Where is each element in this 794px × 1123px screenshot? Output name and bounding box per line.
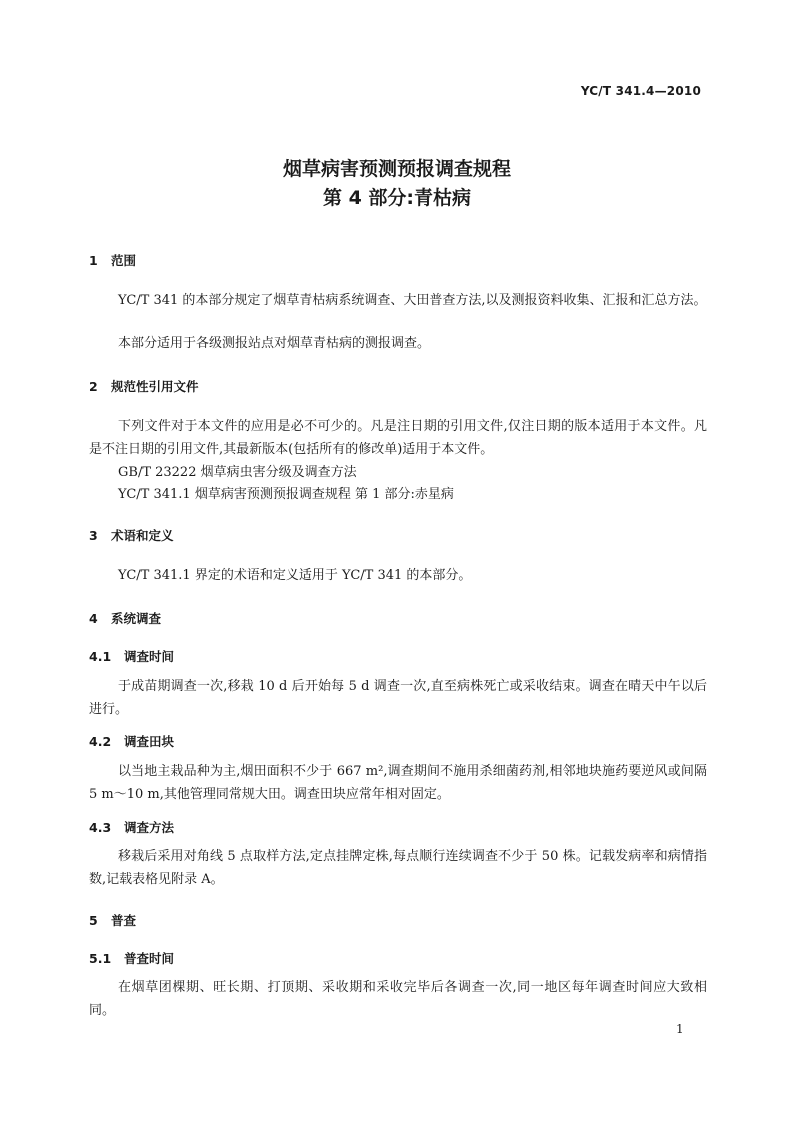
section-title: 调查方法 (124, 820, 175, 835)
document-subtitle: 第 4 部分:青枯病 (322, 187, 472, 209)
section-number: 1 (89, 253, 98, 268)
section-number: 5.1 (89, 951, 112, 966)
section-title: 术语和定义 (111, 528, 174, 543)
paragraph: 在烟草团棵期、旺长期、打顶期、采收期和采收完毕后各调查一次,同一地区每年调查时间应大致相同。 (89, 980, 707, 1018)
section-number: 5 (89, 913, 98, 928)
standard-code: YC/T 341.4—2010 (580, 84, 701, 98)
section-number: 4.3 (89, 820, 112, 835)
section-number: 4 (89, 611, 98, 626)
section-title: 规范性引用文件 (111, 379, 199, 394)
subsection-heading-4-3 (89, 818, 174, 836)
section-number: 4.1 (89, 649, 112, 664)
paragraph: YC/T 341.1 界定的术语和定义适用于 YC/T 341 的本部分。 (118, 568, 472, 583)
section-title: 普查 (111, 913, 137, 928)
subsection-heading-5-1 (89, 949, 174, 967)
section-number: 2 (89, 379, 98, 394)
page-number: 1 (676, 1022, 684, 1036)
section-number: 4.2 (89, 734, 112, 749)
section-title: 范围 (111, 253, 137, 268)
paragraph: 移栽后采用对角线 5 点取样方法,定点挂牌定株,每点顺行连续调查不少于 50 株。记载发病率和病情指数,记载表格见附录 A。 (89, 849, 707, 887)
section-title: 普查时间 (124, 951, 175, 966)
paragraph: 以当地主栽品种为主,烟田面积不少于 667 m²,调查期间不施用杀细菌药剂,相邻地块施药要逆风或间隔 5 m～10 m,其他管理同常规大田。调查田块应常年相对固定。 (89, 764, 707, 802)
section-heading-1 (89, 251, 136, 269)
paragraph: YC/T 341 的本部分规定了烟草青枯病系统调查、大田普查方法,以及测报资料收集、汇报和汇总方法。 (118, 293, 707, 308)
section-title: 调查时间 (124, 649, 175, 664)
document-title: 烟草病害预测预报调查规程 (282, 158, 511, 180)
section-title: 系统调查 (111, 611, 162, 626)
section-heading-3 (89, 526, 174, 544)
normative-reference: GB/T 23222 烟草病虫害分级及调查方法 (118, 465, 357, 480)
paragraph: 本部分适用于各级测报站点对烟草青枯病的测报调查。 (118, 336, 431, 351)
section-heading-2 (89, 377, 199, 395)
section-title: 调查田块 (124, 734, 175, 749)
paragraph: 下列文件对于本文件的应用是必不可少的。凡是注日期的引用文件,仅注日期的版本适用于本文件。凡是不注日期的引用文件,其最新版本(包括所有的修改单)适用于本文件。 (89, 419, 707, 457)
section-heading-4 (89, 609, 161, 627)
paragraph: 于成苗期调查一次,移栽 10 d 后开始每 5 d 调查一次,直至病株死亡或采收结束。调查在晴天中午以后进行。 (89, 679, 707, 717)
subsection-heading-4-1 (89, 647, 174, 665)
normative-reference: YC/T 341.1 烟草病害预测预报调查规程 第 1 部分:赤星病 (118, 487, 454, 502)
subsection-heading-4-2 (89, 732, 174, 750)
section-number: 3 (89, 528, 98, 543)
section-heading-5 (89, 911, 136, 929)
